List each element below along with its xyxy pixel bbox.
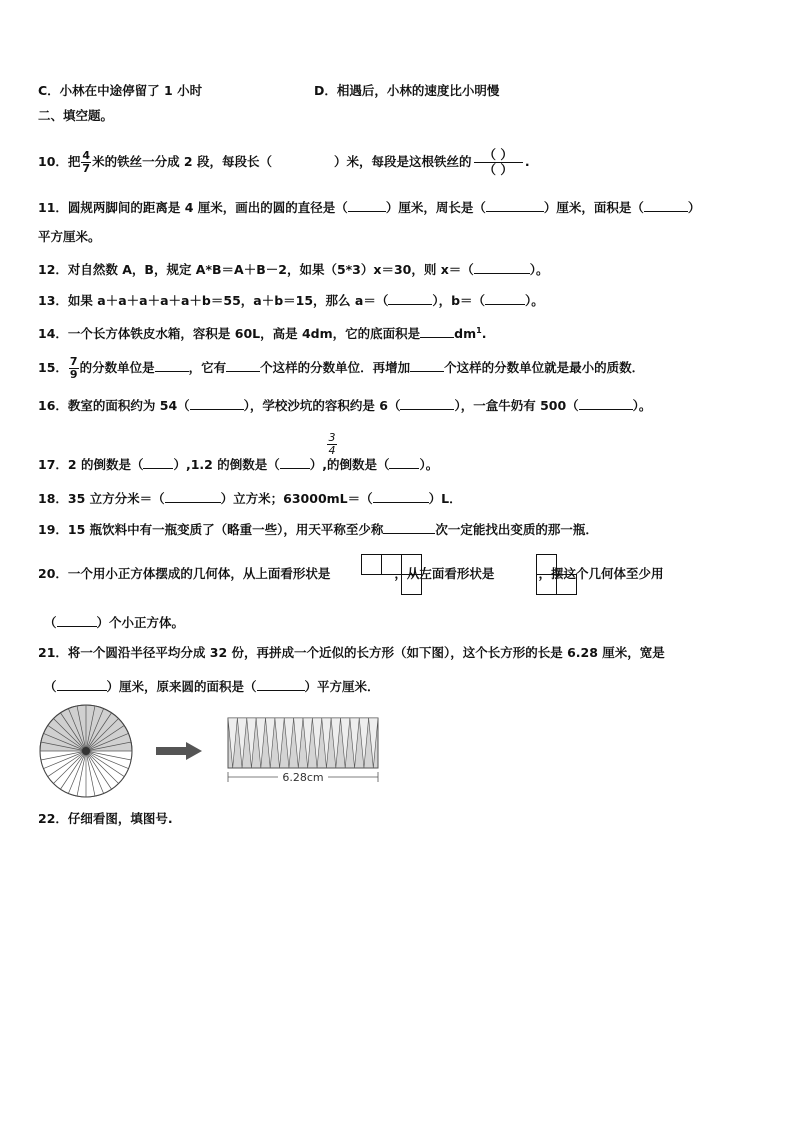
answer-blank[interactable] <box>143 455 173 469</box>
answer-blank[interactable] <box>190 396 244 410</box>
question-number: 21． <box>38 645 68 660</box>
question-number: 19． <box>38 522 68 537</box>
question-19: 19．15 瓶饮料中有一瓶变质了（略重一些），用天平称至少称 次一定能找出变质的那一瓶． <box>38 522 598 537</box>
answer-blank[interactable] <box>410 358 444 372</box>
question-number: 15． <box>38 360 68 375</box>
question-number: 12． <box>38 262 68 277</box>
divided-circle-figure <box>38 703 134 799</box>
option-d: D．相遇后，小林的速度比小明慢 <box>314 83 500 98</box>
question-number: 14． <box>38 326 68 342</box>
answer-blank[interactable] <box>474 260 530 274</box>
question-22: 22．仔细看图，填图号. <box>38 811 173 826</box>
question-20: 20．一个用小正方体摆成的几何体，从上面看形状是 ，从左面看形状是 ，摆这个几何体至少用 <box>38 566 664 581</box>
fraction-7-9: $\frac{7}{9}$ <box>69 355 78 381</box>
answer-blank[interactable] <box>57 613 97 627</box>
answer-blank[interactable] <box>348 198 386 212</box>
fraction-4-7: $\frac{4}{7}$ <box>82 149 91 175</box>
question-number: 16． <box>38 398 68 413</box>
question-12: 12．对自然数 A，B，规定 A*B＝A＋B－2，如果（5*3）x＝30，则 x＝（ ）。 <box>38 262 549 277</box>
option-c: C．小林在中途停留了 1 小时 <box>38 83 203 98</box>
question-number: 13． <box>38 293 68 308</box>
question-number: 11． <box>38 200 68 215</box>
question-15: 15． $\frac{7}{9}$ 的分数单位是 ，它有 个这样的分数单位．再增加 个这样的分数单位就是最小的质数． <box>38 355 645 381</box>
answer-blank[interactable] <box>579 396 633 410</box>
answer-blank[interactable] <box>420 324 454 338</box>
answer-blank[interactable] <box>57 677 107 691</box>
answer-blank[interactable] <box>388 291 432 305</box>
answer-blank[interactable] <box>257 677 305 691</box>
answer-blank[interactable] <box>485 291 525 305</box>
approx-rectangle-figure <box>222 716 384 788</box>
fraction-3-4: 3 4 <box>328 431 336 457</box>
answer-blank[interactable] <box>389 455 419 469</box>
fraction-answer-blank[interactable]: $\frac{( )}{( )}$ <box>474 148 523 177</box>
left-view-shape <box>536 554 580 596</box>
answer-blank[interactable] <box>644 198 688 212</box>
question-number: 18． <box>38 491 68 506</box>
answer-blank[interactable] <box>400 396 454 410</box>
answer-blank[interactable] <box>165 489 221 503</box>
top-view-shape <box>361 554 425 596</box>
answer-blank[interactable] <box>383 520 435 534</box>
question-21: 21．将一个圆沿半径平均分成 32 份，再拼成一个近似的长方形（如下图），这个长方形的长是 6.28 厘米，宽是 <box>38 645 665 660</box>
question-16: 16．教室的面积约为 54（ ），学校沙坑的容积约是 6（ ），一盒牛奶有 500（ ）。 <box>38 398 652 413</box>
question-21-continued: （ ）厘米，原来圆的面积是（ ）平方厘米． <box>44 679 380 694</box>
length-label: 6.28cm <box>282 771 324 784</box>
question-14: 14．一个长方体铁皮水箱，容积是 60L，高是 4dm，它的底面积是 $dm^1$. <box>38 326 487 342</box>
answer-blank[interactable] <box>226 358 260 372</box>
question-number: 20． <box>38 566 68 581</box>
answer-blank[interactable] <box>155 358 189 372</box>
question-13: 13．如果 a＋a＋a＋a＋a＋b＝55，a＋b＝15，那么 a＝（ ），b＝（ ）。 <box>38 293 544 308</box>
question-17: 17．2 的倒数是（ ）,1.2 的倒数是（ ）,的倒数是（ ）。 <box>38 457 439 472</box>
question-number: 22． <box>38 811 68 826</box>
question-10: 10．把 $\frac{4}{7}$ 米的铁丝一分成 2 段，每段长（ ）米，每段是这根铁丝的 $\frac{( )}{( )}$ . <box>38 147 530 177</box>
question-18: 18．35 立方分米＝（ ）立方米；63000mL＝（ ）L． <box>38 491 462 506</box>
answer-blank[interactable] <box>280 455 310 469</box>
answer-blank[interactable] <box>486 198 544 212</box>
question-11-continued: 平方厘米。 <box>38 229 101 244</box>
question-number: 17． <box>38 457 68 472</box>
question-20-continued: （ ）个小正方体。 <box>44 615 185 630</box>
arrow-icon <box>156 742 202 760</box>
question-11: 11．圆规两脚间的距离是 4 厘米，画出的圆的直径是（ ）厘米，周长是（ ）厘米，面积是（ ） <box>38 200 701 215</box>
question-number: 10． <box>38 154 68 169</box>
section-heading-fill-in: 二、填空题。 <box>38 108 114 123</box>
answer-blank[interactable] <box>373 489 429 503</box>
